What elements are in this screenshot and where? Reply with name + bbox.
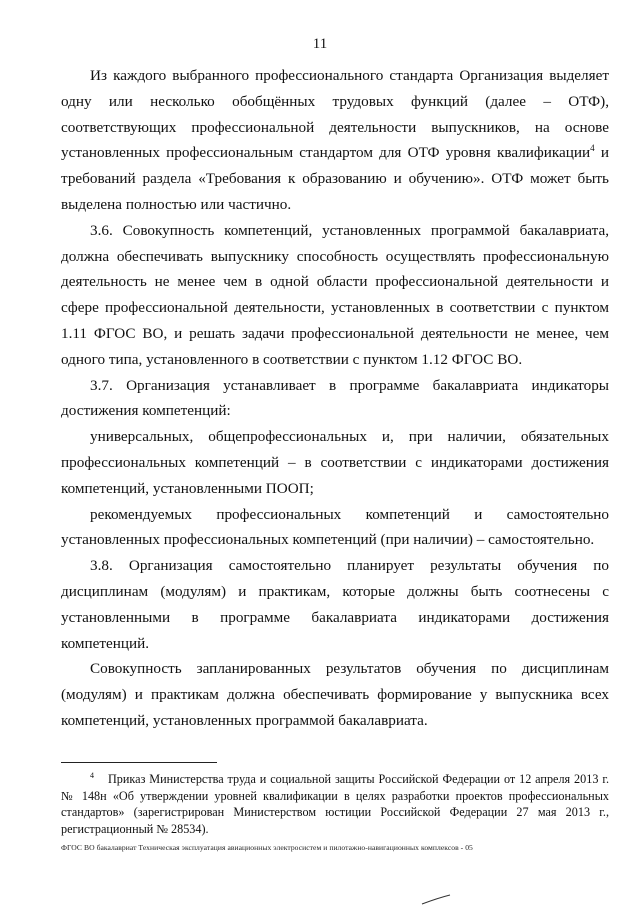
page-footer: ФГОС ВО бакалавриат Техническая эксплуатация авиационных электросистем и пилотажно-навигационных комплексов - 05	[61, 843, 473, 852]
footnote-divider	[61, 762, 217, 763]
paragraph-3-6: 3.6. Совокупность компетенций, установленных программой бакалавриата, должна обеспечивать выпускнику способность осуществлять профессиональную деятельность не менее чем в одной области профессиональной деятельности и сфере профессиональной деятельности, установленных в соответствии с пунктом 1.11 ФГОС ВО, и решать задачи профессиональной деятельности не менее, чем одного типа, установленного в соответствии с пунктом 1.12 ФГОС ВО.	[61, 221, 609, 368]
pen-stroke-mark	[420, 893, 460, 905]
footnote-reference[interactable]: 4	[590, 143, 595, 154]
page-number: 11	[312, 36, 328, 52]
paragraph-recommended-competencies: рекомендуемых профессиональных компетенций и самостоятельно установленных профессиональных компетенций (при наличии) – самостоятельно.	[61, 505, 609, 549]
paragraph-text: Из каждого выбранного профессионального стандарта Организация выделяет одну или несколько обобщённых трудовых функций (далее – ОТФ), соответствующих профессиональной деятельности выпускников, на основе установленных профессиональным стандартом для ОТФ уровня квалификации	[61, 67, 609, 162]
paragraph-3-7: 3.7. Организация устанавливает в программе бакалавриата индикаторы достижения компетенций:	[61, 376, 609, 420]
paragraph-universal-competencies: универсальных, общепрофессиональных и, при наличии, обязательных профессиональных компетенций – в соответствии с индикаторами достижения компетенций, установленными ПООП;	[61, 428, 609, 497]
body-text	[61, 63, 609, 734]
footnote-mark: 4	[90, 771, 94, 780]
paragraph-text: и требований раздела «Требования к образованию и обучению». ОТФ может быть выделена полностью или частично.	[61, 144, 609, 213]
footnote	[61, 768, 609, 837]
paragraph-learning-outcomes: Совокупность запланированных результатов обучения по дисциплинам (модулям) и практикам должна обеспечивать формирование у выпускника всех компетенций, установленных программой бакалавриата.	[61, 660, 609, 729]
paragraph-otf	[61, 63, 609, 218]
footnote-text: Приказ Министерства труда и социальной защиты Российской Федерации от 12 апреля 2013 г. № 148н «Об утверждении уровней квалификации в целях разработки проектов профессиональных стандартов» (зарегистрирован Министерством юстиции Российской Федерации 27 мая 2013 г., регистрационный № 28534).	[61, 772, 609, 836]
paragraph-3-8: 3.8. Организация самостоятельно планирует результаты обучения по дисциплинам (модулям) и практикам, которые должны быть соотнесены с установленными в программе бакалавриата индикаторами достижения компетенций.	[61, 557, 609, 652]
